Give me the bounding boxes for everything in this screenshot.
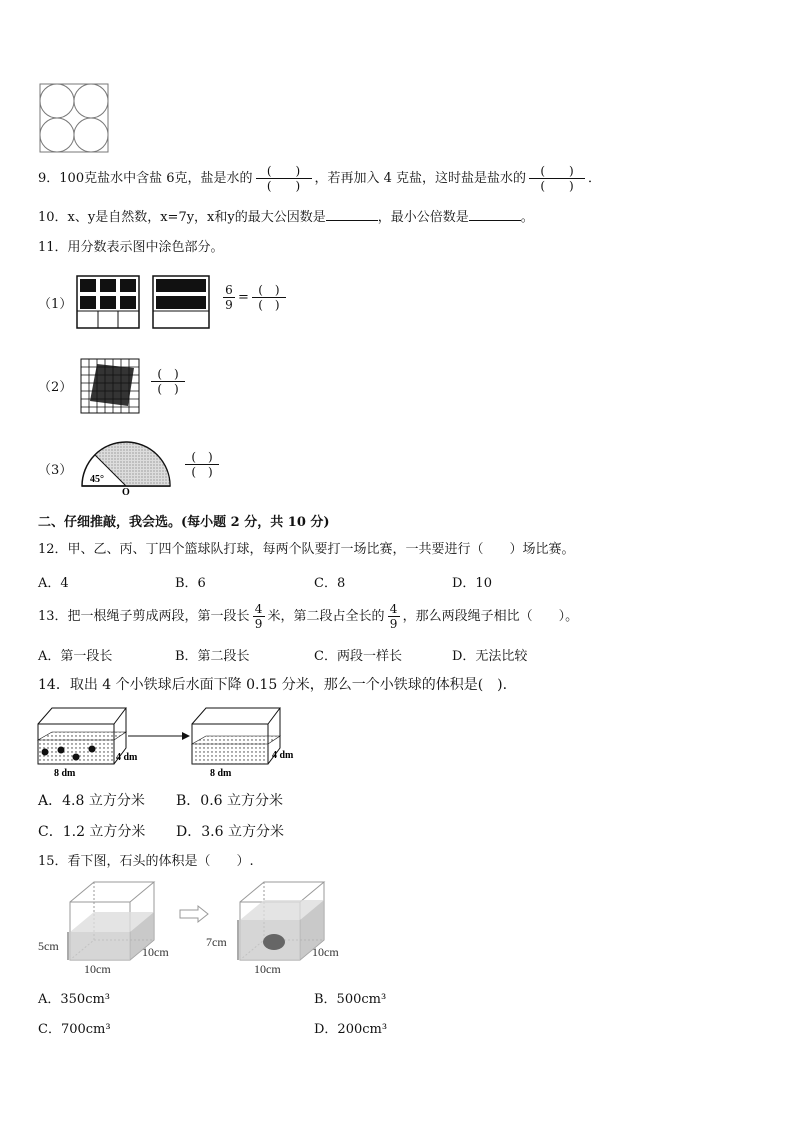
svg-text:7cm: 7cm bbox=[206, 935, 227, 949]
svg-text:10cm: 10cm bbox=[142, 945, 169, 959]
svg-text:5cm: 5cm bbox=[38, 939, 59, 953]
question-14: 14．取出 4 个小铁球后水面下降 0.15 分米，那么一个小铁球的体积是( ). bbox=[38, 677, 508, 693]
question-13: 13．把一根绳子剪成两段，第一段长 $\frac{4}{9}$ 米，第二段占全长的 $\frac{4}{9}$ ，那么两段绳子相比（ ）。 bbox=[38, 602, 579, 631]
q11-part2-label: （2） bbox=[38, 380, 73, 395]
q12-option-a[interactable]: A．4 bbox=[38, 576, 69, 591]
q14-option-d[interactable]: D．3.6 立方分米 bbox=[176, 824, 284, 840]
q11-part1-label: （1） bbox=[38, 297, 73, 312]
q14-option-c[interactable]: C．1.2 立方分米 bbox=[38, 824, 146, 840]
svg-text:8 dm: 8 dm bbox=[54, 768, 76, 779]
q15-option-a[interactable]: A．350cm³ bbox=[38, 992, 111, 1007]
q11-part1-equation: $\frac{6}{9}$ = $\frac{( )}{( )}$ bbox=[220, 283, 289, 312]
q12-option-c[interactable]: C．8 bbox=[314, 576, 346, 591]
q9-mid: ，若再加入 4 克盐，这时盐是盐水的 bbox=[314, 171, 527, 186]
question-10: 10．x、y是自然数，x=7y，x和y的最大公因数是 ，最小公倍数是 。 bbox=[38, 210, 534, 225]
rows-shaded-figure bbox=[152, 275, 210, 329]
svg-text:10cm: 10cm bbox=[312, 945, 339, 959]
svg-text:10cm: 10cm bbox=[254, 962, 281, 976]
svg-text:4 dm: 4 dm bbox=[116, 752, 138, 763]
question-12: 12．甲、乙、丙、丁四个篮球队打球，每两个队要打一场比赛，一共要进行（ ）场比赛。 bbox=[38, 542, 575, 557]
stone-in-water-figure bbox=[36, 880, 356, 976]
fraction-blank[interactable]: $\frac{( )}{( )}$ bbox=[256, 164, 312, 193]
question-9: 9．100克盐水中含盐 6克，盐是水的 $\frac{( )}{( )}$ ，若再加入 4 克盐，这时盐是盐水的 $\frac{( )}{( )}$ ． bbox=[38, 164, 602, 193]
q9-prefix: 9．100克盐水中含盐 6克，盐是水的 bbox=[38, 171, 253, 186]
question-15: 15．看下图，石头的体积是（ ）. bbox=[38, 854, 254, 869]
q14-option-a[interactable]: A．4.8 立方分米 bbox=[38, 793, 145, 809]
section-2-title: 二、仔细推敲，我会选。(每小题 2 分，共 10 分) bbox=[38, 515, 330, 530]
q12-option-b[interactable]: B．6 bbox=[175, 576, 206, 591]
svg-text:4 dm: 4 dm bbox=[272, 750, 294, 761]
q12-option-d[interactable]: D．10 bbox=[452, 576, 492, 591]
q15-option-d[interactable]: D．200cm³ bbox=[314, 1022, 388, 1037]
q11-part3-label: （3） bbox=[38, 463, 73, 478]
svg-text:10cm: 10cm bbox=[84, 962, 111, 976]
q13-option-a[interactable]: A．第一段长 bbox=[38, 649, 113, 664]
grid-3x3-shaded-figure bbox=[76, 275, 140, 329]
q15-option-b[interactable]: B．500cm³ bbox=[314, 992, 387, 1007]
four-circles-in-square-icon bbox=[39, 83, 109, 153]
grid-parallelogram-figure bbox=[80, 358, 140, 414]
svg-text:O: O bbox=[122, 487, 130, 496]
water-tank-figure bbox=[34, 702, 324, 780]
q11-part2-answer[interactable]: $\frac{( )}{( )}$ bbox=[148, 367, 188, 396]
q11-part3-answer[interactable]: $\frac{( )}{( )}$ bbox=[182, 450, 222, 479]
q13-option-c[interactable]: C．两段一样长 bbox=[314, 649, 402, 664]
q13-option-d[interactable]: D．无法比较 bbox=[452, 649, 528, 664]
q15-option-c[interactable]: C．700cm³ bbox=[38, 1022, 111, 1037]
svg-text:45°: 45° bbox=[90, 474, 104, 485]
fraction-blank[interactable]: $\frac{( )}{( )}$ bbox=[529, 164, 585, 193]
svg-text:8 dm: 8 dm bbox=[210, 768, 232, 779]
semicircle-sector-figure bbox=[78, 440, 178, 496]
fraction-blank[interactable]: $\frac{( )}{( )}$ bbox=[252, 283, 286, 312]
q13-option-b[interactable]: B．第二段长 bbox=[175, 649, 250, 664]
q14-option-b[interactable]: B．0.6 立方分米 bbox=[176, 793, 284, 809]
answer-blank[interactable] bbox=[469, 208, 521, 221]
answer-blank[interactable] bbox=[326, 208, 378, 221]
question-11-title: 11．用分数表示图中涂色部分。 bbox=[38, 240, 224, 255]
